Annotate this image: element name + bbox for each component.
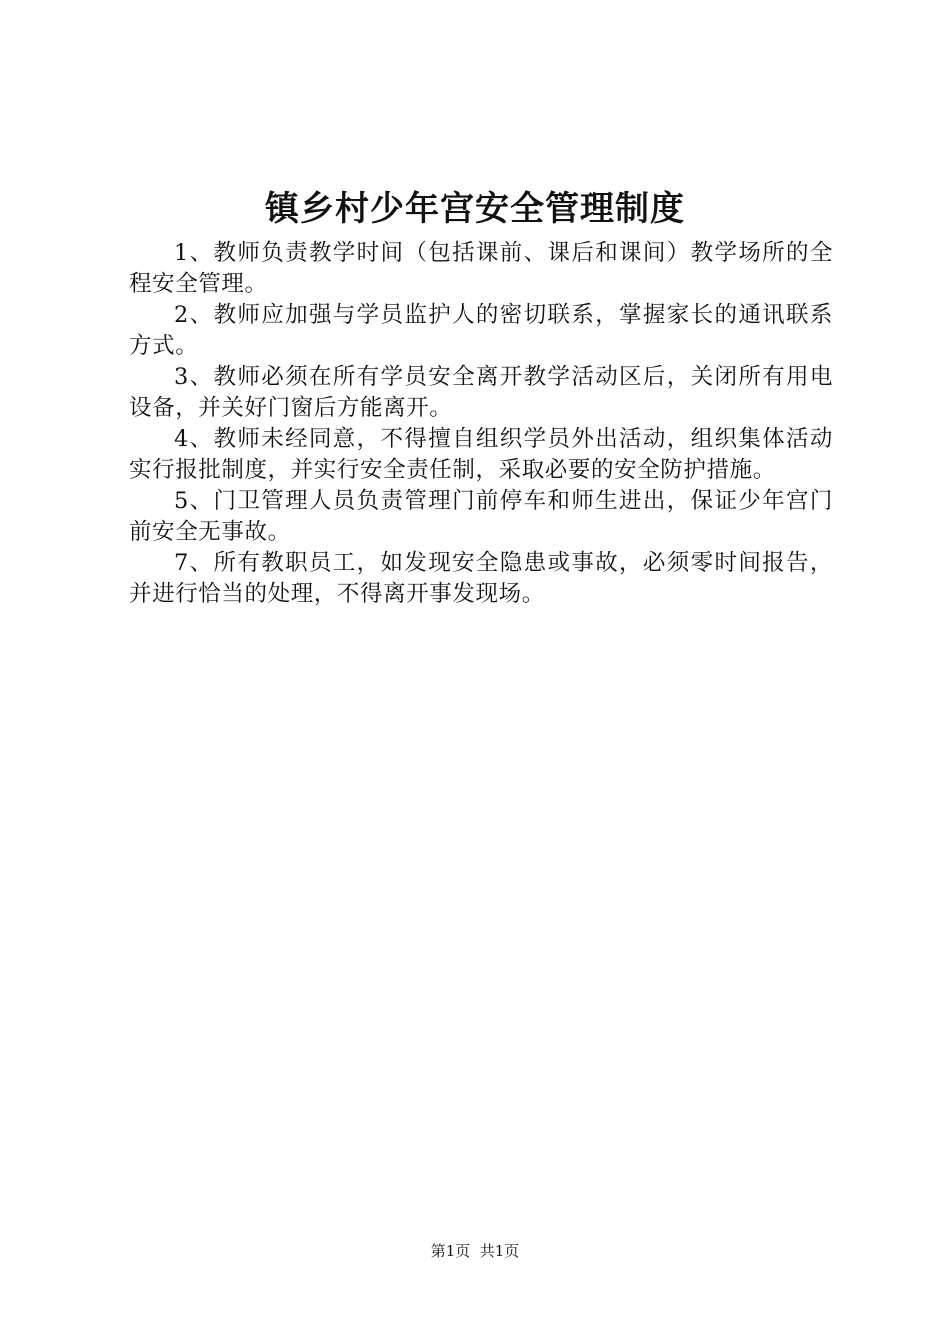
rule-paragraph-5: 5、门卫管理人员负责管理门前停车和师生进出，保证少年宫门前安全无事故。 [129,488,833,545]
rule-paragraph-3: 3、教师必须在所有学员安全离开教学活动区后，关闭所有用电设备，并关好门窗后方能离开。 [129,364,833,421]
rule-paragraph-4: 4、教师未经同意，不得擅自组织学员外出活动，组织集体活动实行报批制度，并实行安全责任制，采取必要的安全防护措施。 [129,426,833,483]
page-number-footer: 第1页 共1页 [430,1242,520,1260]
rule-paragraph-2: 2、教师应加强与学员监护人的密切联系，掌握家长的通讯联系方式。 [129,302,833,359]
rule-paragraph-1: 1、教师负责教学时间（包括课前、课后和课间）教学场所的全程安全管理。 [129,240,833,297]
document-title: 镇乡村少年宫安全管理制度 [265,189,685,229]
rule-paragraph-6: 7、所有教职员工，如发现安全隐患或事故，必须零时间报告，并进行恰当的处理，不得离开事发现场。 [129,550,833,607]
document-body [129,238,833,610]
